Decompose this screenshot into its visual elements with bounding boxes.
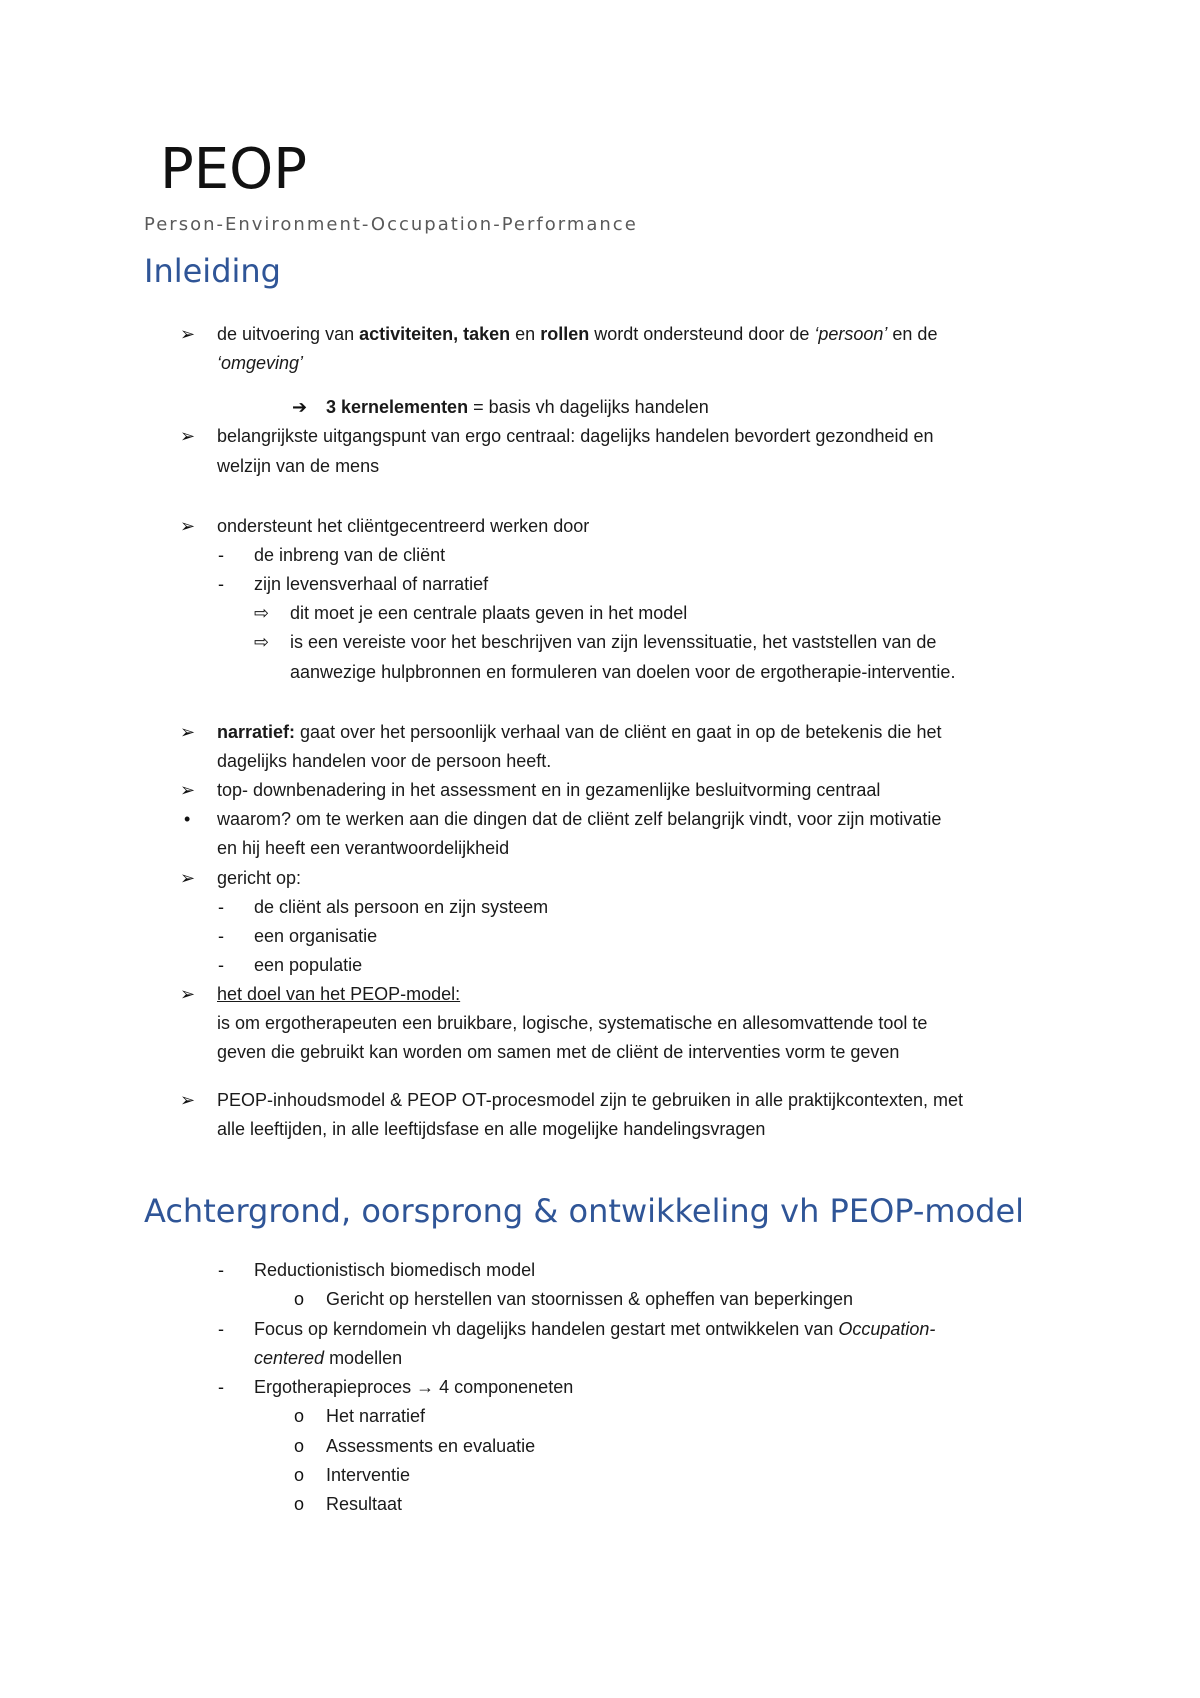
- dash-item-line: de inbreng van de cliënt: [254, 545, 446, 565]
- list-item-line: belangrijkste uitgangspunt van ergo centraal: dagelijks handelen bevordert gezondheid en: [217, 426, 934, 446]
- list-item-line: de uitvoering van activiteiten, taken en rollen wordt ondersteund door de ‘persoon’ en de: [217, 324, 938, 344]
- list-item-line: het doel van het PEOP-model:: [217, 984, 461, 1004]
- dash-item-line: Ergotherapieproces → 4 componeneten: [254, 1377, 574, 1397]
- outline-arrow-icon: ⇨: [254, 603, 270, 623]
- arrowhead-bullet-icon: ➢: [180, 868, 196, 888]
- sub-item-line: Interventie: [326, 1465, 411, 1485]
- list-item-line: welzijn van de mens: [217, 456, 380, 476]
- circle-bullet-icon: o: [294, 1406, 305, 1426]
- circle-bullet-icon: o: [294, 1465, 305, 1485]
- list-item-line: PEOP-inhoudsmodel & PEOP OT-procesmodel zijn te gebruiken in alle praktijkcontexten, met: [217, 1090, 964, 1110]
- dash-bullet-icon: -: [218, 926, 224, 946]
- arrowhead-bullet-icon: ➢: [180, 780, 196, 800]
- list-item-line: alle leeftijden, in alle leeftijdsfase en alle mogelijke handelingsvragen: [217, 1119, 766, 1139]
- arrowhead-bullet-icon: ➢: [180, 516, 196, 536]
- dash-item-line: Focus op kerndomein vh dagelijks handelen gestart met ontwikkelen van Occupation-: [254, 1319, 936, 1339]
- list-item-line: en hij heeft een verantwoordelijkheid: [217, 838, 510, 858]
- dash-item-line: een organisatie: [254, 926, 378, 946]
- dash-bullet-icon: -: [218, 897, 224, 917]
- list-item-line: ondersteunt het cliëntgecentreerd werken door: [217, 516, 590, 536]
- list-item-line: waarom? om te werken aan die dingen dat de cliënt zelf belangrijk vindt, voor zijn motivatie: [217, 809, 942, 829]
- list-item-line: narratief: gaat over het persoonlijk verhaal van de cliënt en gaat in op de betekenis die het: [217, 722, 942, 742]
- document-title: PEOP: [160, 137, 307, 202]
- dash-item-line: zijn levensverhaal of narratief: [254, 574, 489, 594]
- sub-item-line: Resultaat: [326, 1494, 403, 1514]
- dash-bullet-icon: -: [218, 1319, 224, 1339]
- sub-item-line: Gericht op herstellen van stoornissen & opheffen van beperkingen: [326, 1289, 854, 1309]
- outline-arrow-icon: ⇨: [254, 632, 270, 652]
- arrow-right-icon: →: [416, 1377, 435, 1397]
- heading-inleiding: Inleiding: [144, 252, 281, 290]
- dash-bullet-icon: -: [218, 574, 224, 594]
- dash-bullet-icon: -: [218, 1377, 224, 1397]
- sub-item-line: Het narratief: [326, 1406, 426, 1426]
- sub-item-line: Assessments en evaluatie: [326, 1436, 536, 1456]
- list-item-line: dagelijks handelen voor de persoon heeft.: [217, 751, 552, 771]
- list-item-line: is om ergotherapeuten een bruikbare, logische, systematische en allesomvattende tool te: [217, 1013, 928, 1033]
- dash-item-line: Reductionistisch biomedisch model: [254, 1260, 536, 1280]
- arrowhead-bullet-icon: ➢: [180, 984, 196, 1004]
- dash-item-line: de cliënt als persoon en zijn systeem: [254, 897, 549, 917]
- list-item-line: top- downbenadering in het assessment en in gezamenlijke besluitvorming centraal: [217, 780, 881, 800]
- list-item-line: gericht op:: [217, 868, 302, 888]
- list-item-line: geven die gebruikt kan worden om samen met de cliënt de interventies vorm te geven: [217, 1042, 900, 1062]
- sub-item-line: aanwezige hulpbronnen en formuleren van doelen voor de ergotherapie-interventie.: [290, 662, 956, 682]
- heading-achtergrond: Achtergrond, oorsprong & ontwikkeling vh PEOP-model: [144, 1192, 1025, 1230]
- round-bullet-icon: •: [184, 809, 191, 829]
- arrowhead-bullet-icon: ➢: [180, 1090, 196, 1110]
- sub-item-line: is een vereiste voor het beschrijven van zijn levenssituatie, het vaststellen van de: [290, 632, 937, 652]
- dash-item-line: een populatie: [254, 955, 363, 975]
- dash-item-line: centered modellen: [254, 1348, 403, 1368]
- dash-bullet-icon: -: [218, 955, 224, 975]
- sub-item-line: 3 kernelementen = basis vh dagelijks handelen: [326, 397, 709, 417]
- dash-bullet-icon: -: [218, 545, 224, 565]
- arrowhead-bullet-icon: ➢: [180, 426, 196, 446]
- bold-arrow-icon: ➔: [292, 397, 308, 417]
- list-item-line: ‘omgeving’: [217, 353, 304, 373]
- dash-bullet-icon: -: [218, 1260, 224, 1280]
- sub-item-line: dit moet je een centrale plaats geven in het model: [290, 603, 688, 623]
- circle-bullet-icon: o: [294, 1494, 305, 1514]
- circle-bullet-icon: o: [294, 1289, 305, 1309]
- document-subtitle: Person-Environment-Occupation-Performance: [144, 214, 638, 235]
- circle-bullet-icon: o: [294, 1436, 305, 1456]
- arrowhead-bullet-icon: ➢: [180, 722, 196, 742]
- arrowhead-bullet-icon: ➢: [180, 324, 196, 344]
